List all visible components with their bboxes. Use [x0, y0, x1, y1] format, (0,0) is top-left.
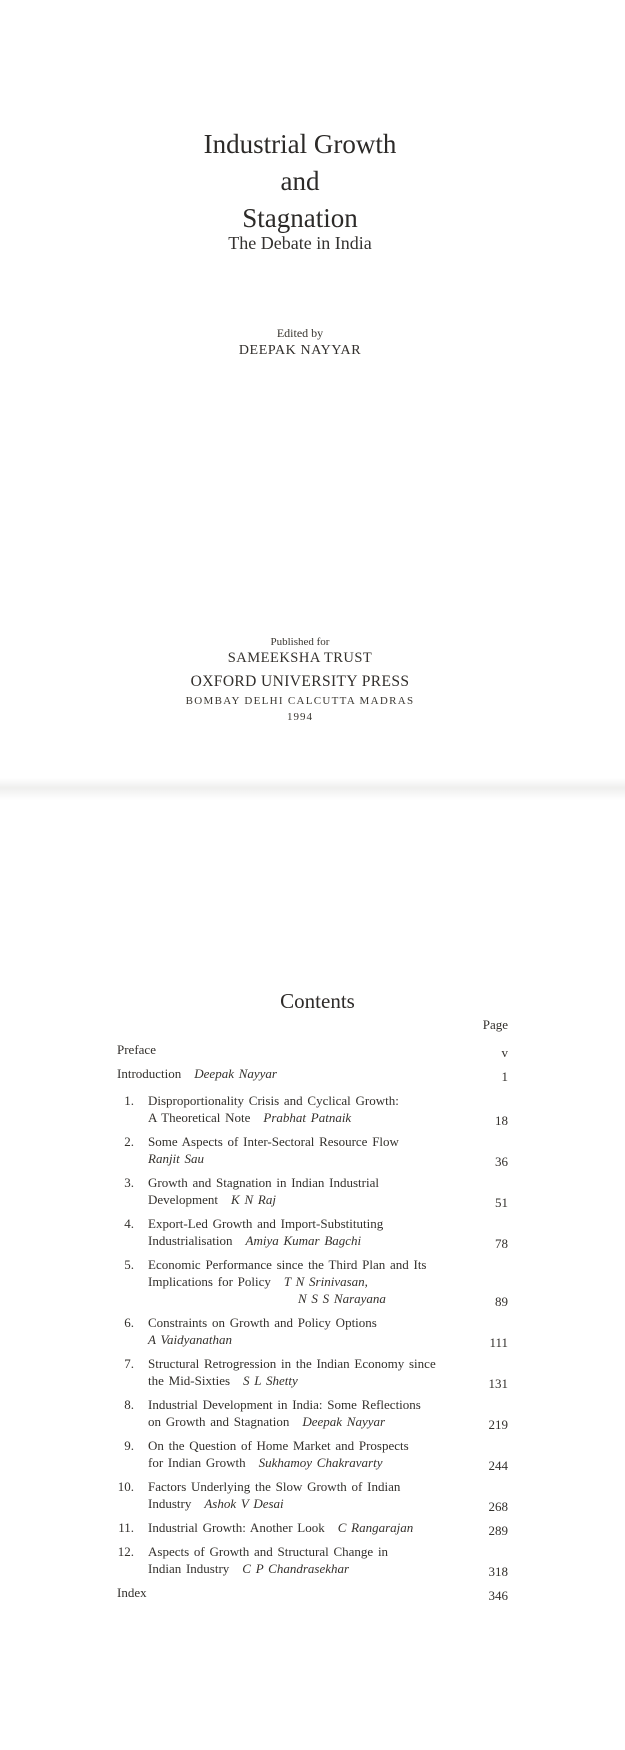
page-column-label: Page: [482, 1017, 508, 1032]
chapter-title-text: Industrial Growth: Another Look: [148, 1520, 325, 1535]
chapter-page-number: 244: [488, 1458, 508, 1473]
chapter-title-text: Development: [148, 1192, 219, 1207]
chapter-title-line: [148, 1109, 470, 1126]
introduction-title: Introduction: [117, 1066, 182, 1081]
trust-name: SAMEEKSHA TRUST: [227, 650, 373, 666]
toc-chapter-row: [117, 1133, 508, 1167]
chapter-page-number: 51: [495, 1195, 508, 1210]
chapter-author: Amiya Kumar Bagchi: [245, 1233, 362, 1248]
chapter-author: S L Shetty: [243, 1373, 298, 1388]
chapter-number: 11.: [118, 1520, 134, 1535]
chapter-title-line: [148, 1150, 470, 1167]
toc-chapters: [117, 1092, 508, 1577]
chapter-title-line: [148, 1256, 470, 1273]
publication-year: 1994: [287, 711, 313, 723]
chapter-page-number: 219: [488, 1417, 508, 1432]
chapter-title-line: [148, 1174, 470, 1191]
chapter-number: 7.: [124, 1356, 134, 1371]
chapter-title: [148, 1543, 470, 1577]
toc-chapter-row: [117, 1174, 508, 1208]
book-title-line-2: and: [280, 166, 320, 196]
chapter-page-number: 318: [488, 1564, 508, 1579]
chapter-title-line: [148, 1331, 470, 1348]
chapter-title-line: [148, 1543, 470, 1560]
chapter-title-line: [148, 1495, 470, 1512]
chapter-number: 8.: [124, 1397, 134, 1412]
publisher-cities: BOMBAY DELHI CALCUTTA MADRAS: [185, 695, 415, 707]
chapter-number: 5.: [124, 1257, 134, 1272]
chapter-title: [148, 1174, 470, 1208]
chapter-title-text: Factors Underlying the Slow Growth of Indian: [148, 1479, 401, 1494]
chapter-page-number: 89: [495, 1294, 508, 1309]
chapter-author: Prabhat Patnaik: [263, 1110, 352, 1125]
toc-row-introduction: [117, 1065, 508, 1082]
introduction-page-number: 1: [501, 1069, 508, 1084]
chapter-title-text: Some Aspects of Inter-Sectoral Resource Flow: [148, 1134, 399, 1149]
chapter-title-line: [148, 1133, 470, 1150]
book-title-line-1: Industrial Growth: [203, 129, 397, 159]
chapter-title-text: Disproportionality Crisis and Cyclical Growth:: [148, 1093, 399, 1108]
preface-label: Preface: [117, 1042, 156, 1057]
book-title: [0, 126, 600, 237]
toc-chapter-row: [117, 1437, 508, 1471]
chapter-author: Sukhamoy Chakravarty: [258, 1455, 383, 1470]
chapter-author: C P Chandrasekhar: [242, 1561, 350, 1576]
chapter-title-line: [148, 1314, 470, 1331]
chapter-title: [148, 1314, 470, 1348]
chapter-number: 6.: [124, 1315, 134, 1330]
chapter-title-text: Constraints on Growth and Policy Options: [148, 1315, 377, 1330]
chapter-page-number: 111: [489, 1335, 508, 1350]
editor-name: DEEPAK NAYYAR: [238, 343, 362, 358]
chapter-author: A Vaidyanathan: [148, 1332, 232, 1347]
toc-chapter-row: [117, 1478, 508, 1512]
chapter-title: [148, 1478, 470, 1512]
chapter-title-text: Structural Retrogression in the Indian Economy since: [148, 1356, 436, 1371]
chapter-title: [148, 1215, 470, 1249]
chapter-title-text: Economic Performance since the Third Plan and Its: [148, 1257, 427, 1272]
chapter-number: 2.: [124, 1134, 134, 1149]
chapter-title-line: [148, 1519, 470, 1536]
chapter-title-line: [148, 1437, 470, 1454]
chapter-title-line: [148, 1355, 470, 1372]
toc-chapter-row: [117, 1355, 508, 1389]
book-subtitle: The Debate in India: [228, 233, 372, 253]
chapter-author: Deepak Nayyar: [302, 1414, 386, 1429]
chapter-title-line: [148, 1372, 470, 1389]
chapter-number: 4.: [124, 1216, 134, 1231]
contents-heading: Contents: [280, 989, 355, 1013]
page-seam-shadow: [0, 778, 625, 800]
chapter-title: [148, 1256, 470, 1307]
toc-row-index: [117, 1584, 508, 1601]
toc-chapter-row: [117, 1215, 508, 1249]
toc-chapter-row: [117, 1092, 508, 1126]
chapter-title-line: [148, 1191, 470, 1208]
chapter-title: [148, 1519, 470, 1536]
chapter-author: K N Raj: [231, 1192, 276, 1207]
chapter-title-text: Aspects of Growth and Structural Change in: [148, 1544, 389, 1559]
chapter-title: [148, 1133, 470, 1167]
chapter-number: 10.: [117, 1479, 134, 1494]
chapter-title-line: [148, 1396, 470, 1413]
chapter-title-text: On the Question of Home Market and Prospects: [148, 1438, 409, 1453]
toc-chapter-row: [117, 1314, 508, 1348]
chapter-author: N S S Narayana: [298, 1291, 386, 1306]
chapter-title-line: [148, 1413, 470, 1430]
chapter-title: [148, 1355, 470, 1389]
chapter-title: [148, 1437, 470, 1471]
introduction-label: [117, 1065, 277, 1082]
contents-page: [117, 988, 508, 1608]
chapter-author: T N Srinivasan,: [283, 1274, 368, 1289]
chapter-title-text: Export-Led Growth and Import-Substituting: [148, 1216, 384, 1231]
introduction-author: Deepak Nayyar: [194, 1066, 277, 1081]
toc-chapter-row: [117, 1543, 508, 1577]
chapter-page-number: 289: [488, 1523, 508, 1538]
chapter-number: 1.: [124, 1093, 134, 1108]
chapter-title-line: [148, 1092, 470, 1109]
book-title-line-3: Stagnation: [242, 203, 358, 233]
chapter-page-number: 36: [495, 1154, 508, 1169]
chapter-title-line: [148, 1232, 470, 1249]
chapter-title-text: Indian Industry: [148, 1561, 230, 1576]
edited-by-label: Edited by: [276, 326, 324, 340]
chapter-author: Ranjit Sau: [148, 1151, 205, 1166]
index-label: Index: [117, 1585, 147, 1600]
chapter-title-text: Industrialisation: [148, 1233, 233, 1248]
chapter-number: 12.: [117, 1544, 134, 1559]
publisher-name: OXFORD UNIVERSITY PRESS: [190, 673, 410, 690]
chapter-title-text: Industrial Development in India: Some Reflections: [148, 1397, 421, 1412]
chapter-page-number: 268: [488, 1499, 508, 1514]
chapter-number: 9.: [124, 1438, 134, 1453]
chapter-number: 3.: [124, 1175, 134, 1190]
chapter-author: C Rangarajan: [337, 1520, 414, 1535]
published-for-label: Published for: [270, 636, 330, 648]
toc-chapter-row: [117, 1396, 508, 1430]
chapter-page-number: 78: [495, 1236, 508, 1251]
chapter-author: Ashok V Desai: [204, 1496, 284, 1511]
chapter-title-text: A Theoretical Note: [148, 1110, 251, 1125]
chapter-page-number: 131: [488, 1376, 508, 1391]
chapter-title-line: [148, 1273, 470, 1290]
toc-chapter-row: [117, 1519, 508, 1536]
toc-chapter-row: [117, 1256, 508, 1307]
chapter-title-line: [298, 1290, 470, 1307]
chapter-title-text: for Indian Growth: [148, 1455, 246, 1470]
index-page-number: 346: [488, 1588, 508, 1603]
chapter-title-text: on Growth and Stagnation: [148, 1414, 290, 1429]
chapter-title-text: Industry: [148, 1496, 192, 1511]
chapter-title: [148, 1092, 470, 1126]
chapter-title-line: [148, 1560, 470, 1577]
chapter-title-line: [148, 1454, 470, 1471]
chapter-title-text: Growth and Stagnation in Indian Industrial: [148, 1175, 379, 1190]
chapter-title-line: [148, 1215, 470, 1232]
chapter-page-number: 18: [495, 1113, 508, 1128]
chapter-title-line: [148, 1478, 470, 1495]
chapter-title-text: Implications for Policy: [148, 1274, 271, 1289]
preface-page-number: v: [501, 1045, 508, 1060]
toc-row-preface: [117, 1041, 508, 1058]
chapter-title-text: the Mid-Sixties: [148, 1373, 231, 1388]
chapter-title: [148, 1396, 470, 1430]
